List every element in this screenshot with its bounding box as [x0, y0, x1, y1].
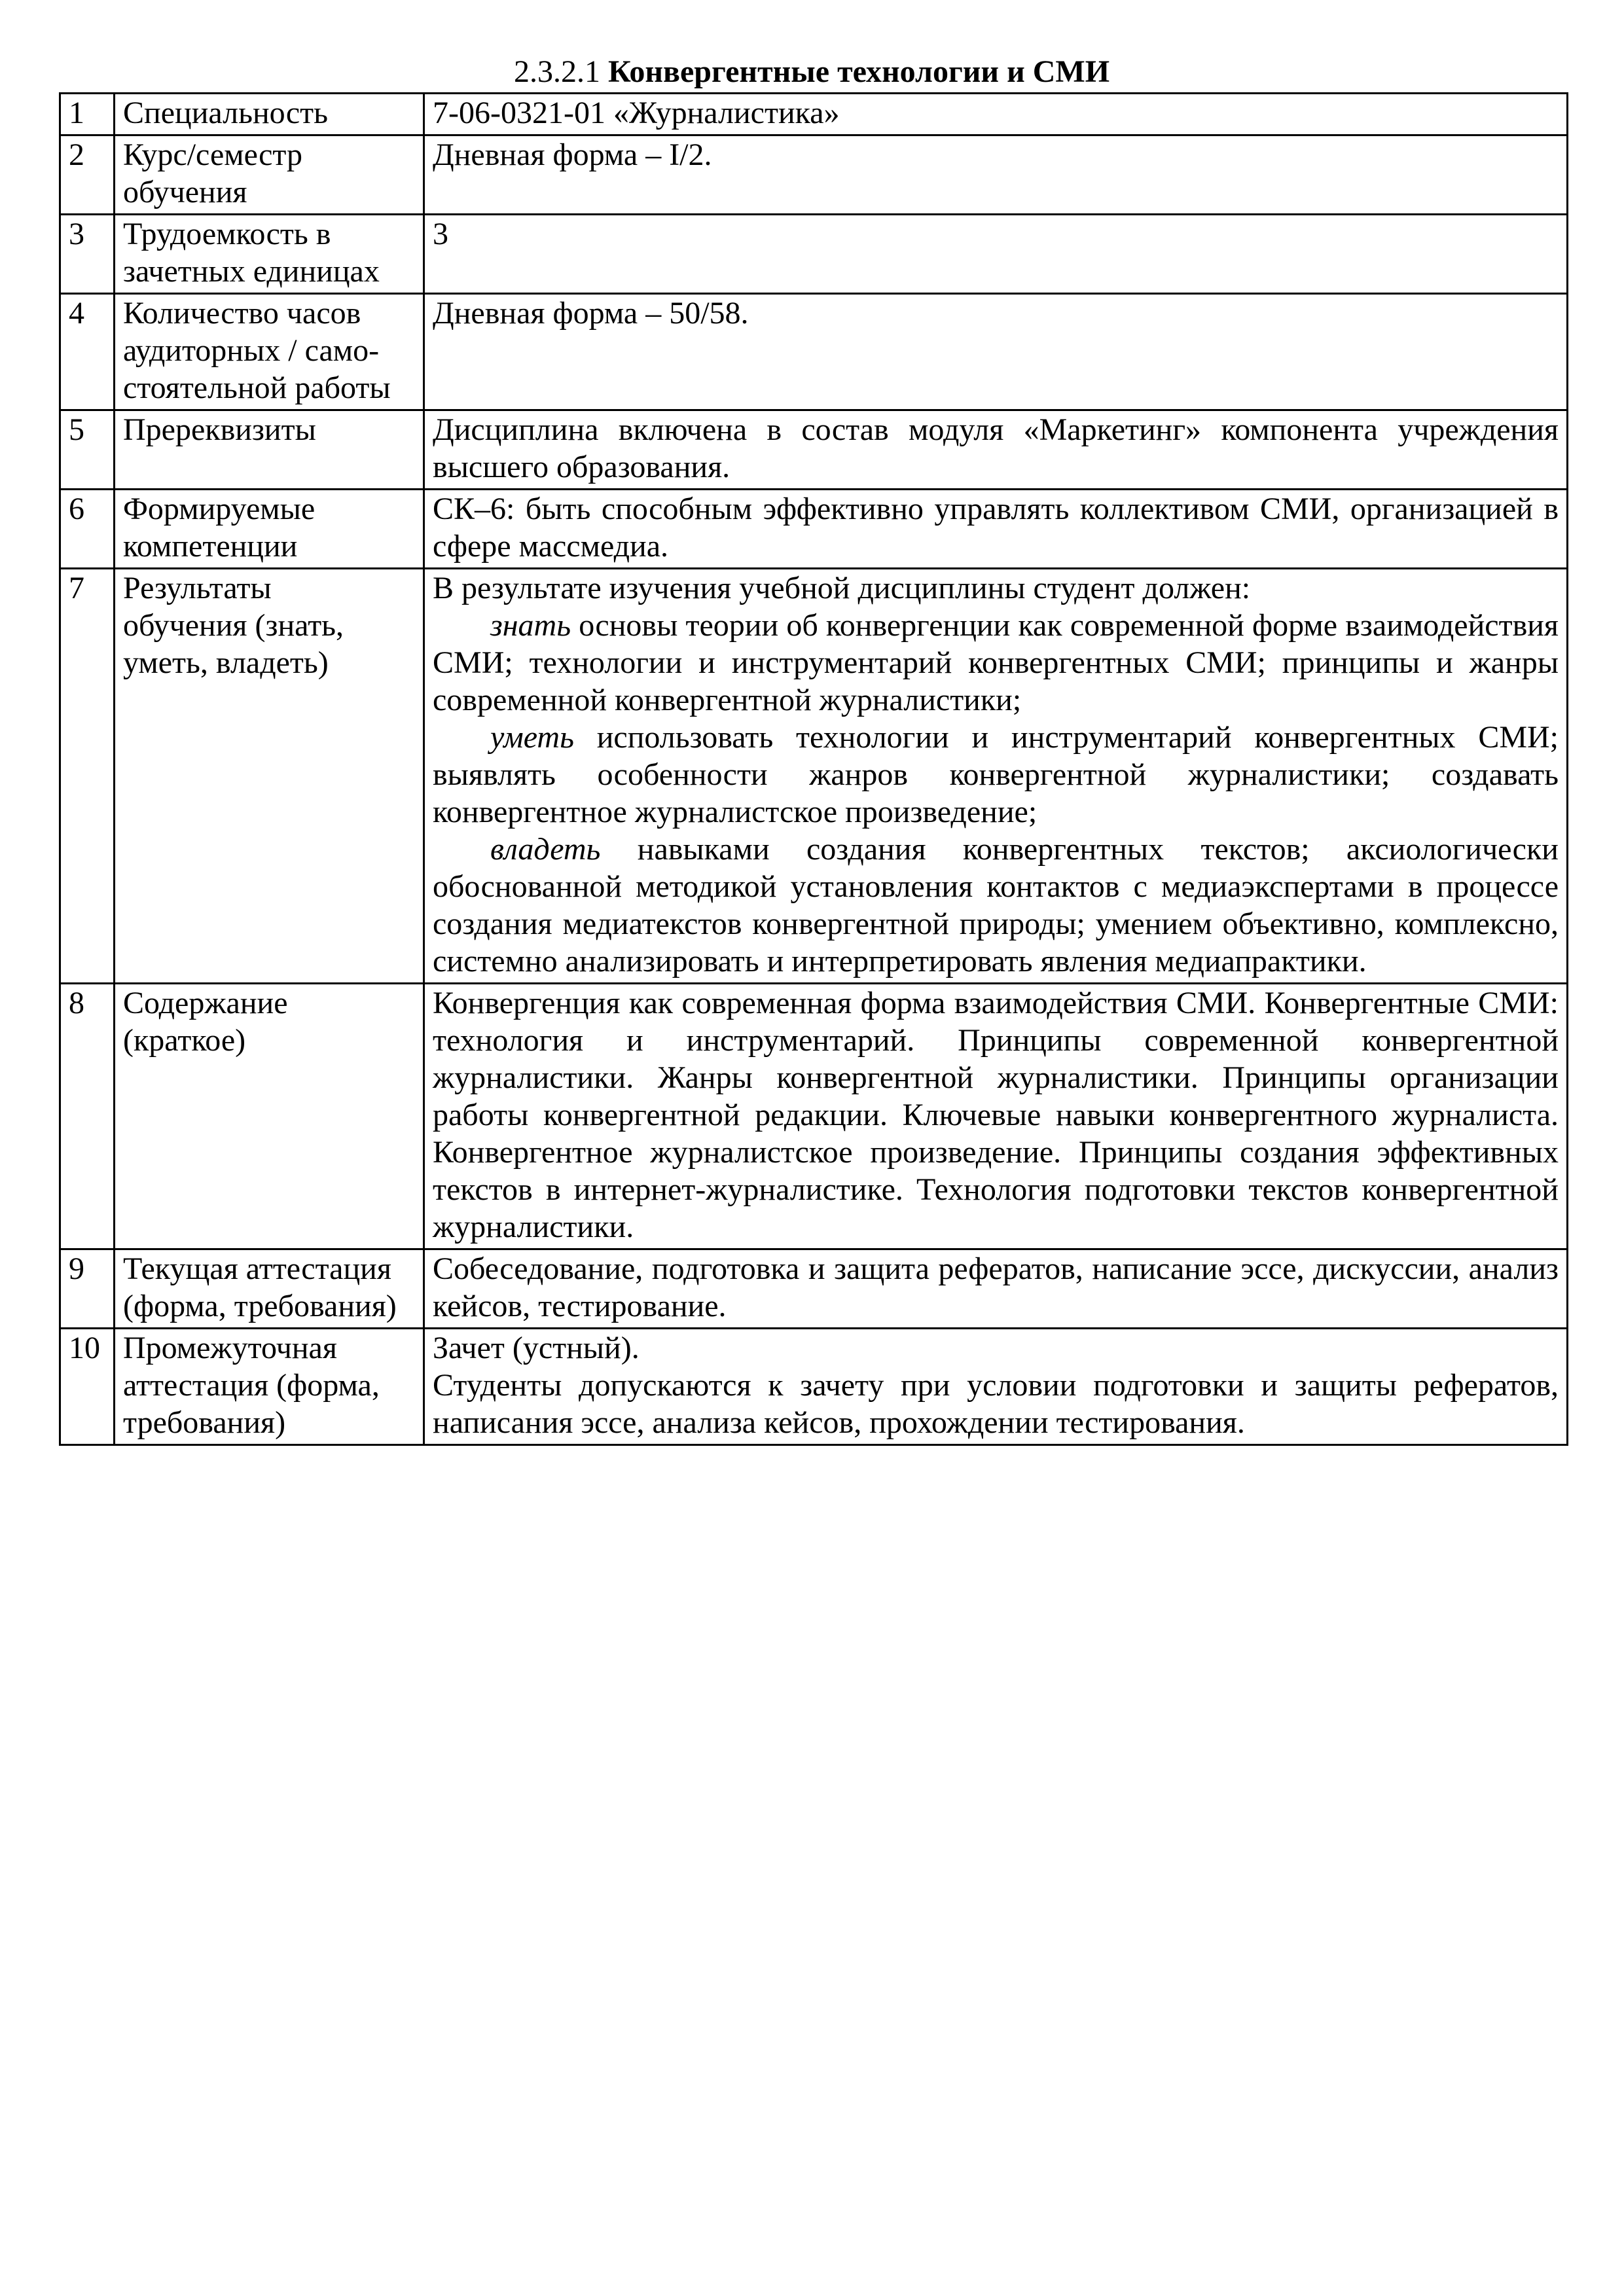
row-value: 7-06-0321-01 «Журналистика»: [424, 94, 1568, 135]
row-label: Пререквизиты: [115, 410, 424, 490]
table-row: [60, 294, 1568, 410]
row-label: Курс/семестр обучения: [115, 135, 424, 215]
row-value: Дисциплина включена в состав модуля «Маркетинг» компонента учреждения высшего образования.: [424, 410, 1568, 490]
table-row: [60, 410, 1568, 490]
row-number: 10: [60, 1329, 115, 1445]
outcomes-own: [433, 831, 1559, 980]
can-keyword: уметь: [490, 720, 574, 755]
discipline-table: [59, 92, 1568, 1446]
row-number: 8: [60, 984, 115, 1249]
row-label: Содержание (краткое): [115, 984, 424, 1249]
row-label: Текущая аттестация (форма, требования): [115, 1249, 424, 1329]
row-number: 3: [60, 215, 115, 294]
table-row: [60, 135, 1568, 215]
row-value: Дневная форма – I/2.: [424, 135, 1568, 215]
row-value: Дневная форма – 50/58.: [424, 294, 1568, 410]
row-value: [424, 1329, 1568, 1445]
row-number: 4: [60, 294, 115, 410]
table-row: [60, 569, 1568, 984]
row-label: Промежуточная аттестация (форма, требования): [115, 1329, 424, 1445]
table-row: [60, 984, 1568, 1249]
know-keyword: знать: [490, 608, 571, 643]
outcomes-intro: В результате изучения учебной дисциплины студент должен:: [433, 571, 1251, 605]
row-label: Количество часов аудиторных / само-стоятельной работы: [115, 294, 424, 410]
row-number: 6: [60, 490, 115, 569]
row-number: 7: [60, 569, 115, 984]
table-row: [60, 94, 1568, 135]
own-text: навыками создания конвергентных текстов; аксиологически обоснованной методикой установления контактов с медиаэкспертами в процессе создания медиатекстов конвергентной природы; умением объективно, комплексно, системно анализировать и интерпретировать явления медиапрактики.: [433, 832, 1559, 978]
row-value: СК–6: быть способным эффективно управлять коллективом СМИ, организацией в сфере массмедиа.: [424, 490, 1568, 569]
row-number: 1: [60, 94, 115, 135]
row-value: 3: [424, 215, 1568, 294]
row-label: Специальность: [115, 94, 424, 135]
outcomes-can: [433, 719, 1559, 831]
row-label: Результаты обучения (знать, уметь, владеть): [115, 569, 424, 984]
row-value: Собеседование, подготовка и защита рефератов, написание эссе, дискуссии, анализ кейсов, тестирование.: [424, 1249, 1568, 1329]
know-text: основы теории об конвергенции как современной форме взаимодействия СМИ; технологии и инструментарий конвергентных СМИ; принципы и жанры современной конвергентной журналистики;: [433, 608, 1559, 717]
title-text: Конвергентные технологии и СМИ: [607, 54, 1110, 89]
outcomes-know: [433, 607, 1559, 719]
row-number: 5: [60, 410, 115, 490]
table-row: [60, 1329, 1568, 1445]
page-title: [59, 52, 1564, 92]
can-text: использовать технологии и инструментарий конвергентных СМИ; выявлять особенности жанров конвергентной журналистики; создавать конвергентное журналистское произведение;: [433, 720, 1559, 829]
row-number: 2: [60, 135, 115, 215]
table-row: [60, 1249, 1568, 1329]
table-row: [60, 215, 1568, 294]
title-number: 2.3.2.1: [513, 54, 600, 89]
row-number: 9: [60, 1249, 115, 1329]
own-keyword: владеть: [490, 832, 601, 867]
row-label: Трудоемкость в зачетных единицах: [115, 215, 424, 294]
value-line-1: Зачет (устный).: [433, 1331, 640, 1365]
learning-outcomes: [424, 569, 1568, 984]
row-label: Формируемые компетенции: [115, 490, 424, 569]
row-value: Конвергенция как современная форма взаимодействия СМИ. Конвергентные СМИ: технология и инструментарий. Принципы современной конвергентной журналистики. Жанры конвергентной журналистики. Принципы организации работы конвергентной редакции. Ключевые навыки конвергентного журналиста. Конвергентное журналистское произведение. Принципы создания эффективных текстов в интернет-журналистике. Технология подготовки текстов конвергентной журналистики.: [424, 984, 1568, 1249]
table-row: [60, 490, 1568, 569]
value-line-2: Студенты допускаются к зачету при условии подготовки и защиты рефератов, написания эссе, анализа кейсов, прохождении тестирования.: [433, 1368, 1559, 1440]
